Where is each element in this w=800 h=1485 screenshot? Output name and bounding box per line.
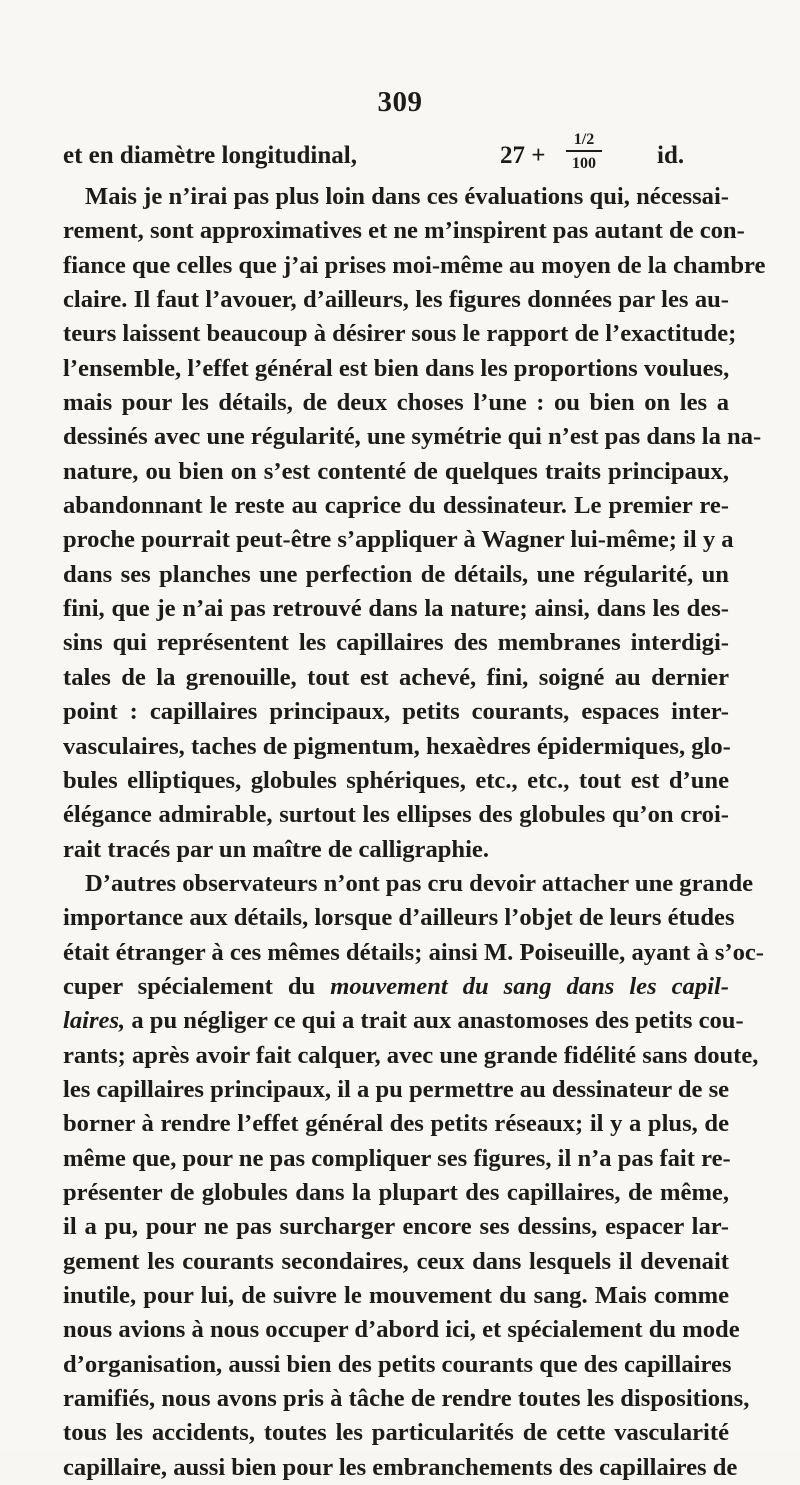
text-line	[63, 317, 737, 351]
text-line-content: présenter de globules dans la plupart des capillaires, de même,	[63, 1178, 729, 1206]
text-line-content: même que, pour ne pas compliquer ses figures, il n’a pas fait re-	[63, 1144, 731, 1172]
text-line	[63, 1210, 729, 1244]
measurement-id: id.	[657, 142, 685, 169]
text-line	[63, 1142, 729, 1176]
text-line	[63, 1279, 729, 1313]
text-line-content: élégance admirable, surtout les ellipses des globules qu’on croi-	[63, 801, 729, 829]
text-line-content: capillaire, aussi bien pour les embranchements des capillaires de	[63, 1453, 738, 1481]
text-line	[63, 523, 734, 557]
text-line-content: sins qui représentent les capillaires des membranes interdigi-	[63, 629, 729, 657]
text-line-content: a pu négliger ce qui a trait aux anastomoses des petits cou-	[125, 1007, 744, 1035]
text-line-content: tales de la grenouille, tout est achevé, fini, soigné au dernier	[63, 663, 729, 691]
text-line	[63, 833, 729, 867]
text-line	[63, 1176, 729, 1210]
text-line	[63, 489, 729, 523]
text-line-content: gement les courants secondaires, ceux dans lesquels il devenait	[63, 1247, 729, 1275]
text-line	[63, 558, 729, 592]
text-line-content: Mais je n’irai pas plus loin dans ces évaluations qui, nécessai-	[85, 183, 729, 210]
text-line	[63, 1107, 729, 1141]
text-line-content: les capillaires principaux, il a pu permettre au dessinateur de se	[63, 1075, 730, 1103]
text-line	[63, 1004, 744, 1038]
body-text	[63, 180, 766, 1485]
text-line-content: rants; après avoir fait calquer, avec une grande fidélité sans doute,	[63, 1041, 759, 1069]
text-line	[63, 180, 729, 214]
text-line	[63, 798, 729, 832]
text-line	[63, 1245, 729, 1279]
text-line-content: ramifiés, nous avons pris à tâche de rendre toutes les dispositions,	[63, 1385, 750, 1413]
text-line	[63, 455, 729, 489]
text-line-content: inutile, pour lui, de suivre le mouvement du sang. Mais comme	[63, 1282, 729, 1309]
measurement-formula	[500, 132, 650, 180]
measurement-label: et en diamètre longitudinal,	[63, 142, 357, 169]
italic-title: laires,	[63, 1007, 126, 1035]
text-line-content: cuper spécialement du	[63, 972, 331, 1000]
text-line-content: teurs laissent beaucoup à désirer sous le rapport de l’exactitude;	[63, 320, 737, 348]
fraction-numerator: 1/2	[573, 131, 595, 148]
text-line	[63, 970, 729, 1004]
text-line	[63, 936, 764, 970]
text-line	[63, 1073, 729, 1107]
text-line-content: abandonnant le reste au caprice du dessinateur. Le premier re-	[63, 492, 729, 520]
text-line-content: nous avions à nous occuper d’abord ici, et spécialement du mode	[63, 1316, 740, 1344]
page-number: 309	[377, 86, 423, 118]
text-line	[63, 1348, 732, 1382]
text-line	[63, 867, 754, 901]
text-line-content: borner à rendre l’effet général des petits réseaux; il y a plus, de	[63, 1110, 729, 1138]
text-line	[63, 1451, 738, 1485]
text-line	[63, 661, 729, 695]
italic-title: mouvement du sang dans les capil-	[330, 972, 729, 1000]
text-line-content: D’autres observateurs n’ont pas cru devoir attacher une grande	[85, 869, 754, 897]
text-line-content: vasculaires, taches de pigmentum, hexaèdres épidermiques, glo-	[63, 732, 731, 760]
text-line	[63, 730, 729, 764]
text-line	[63, 695, 729, 729]
text-line-content: rement, sont approximatives et ne m’inspirent pas autant de con-	[63, 217, 745, 245]
text-line	[63, 1382, 750, 1416]
text-line-content: fini, que je n’ai pas retrouvé dans la nature; ainsi, dans les des-	[63, 595, 729, 623]
text-line-content: l’ensemble, l’effet général est bien dans les proportions voulues,	[63, 354, 730, 382]
text-line-content: fiance que celles que j’ai prises moi-même au moyen de la chambre	[63, 251, 766, 279]
measurement-line	[63, 131, 728, 176]
text-line	[63, 592, 729, 626]
text-line-content: d’organisation, aussi bien des petits courants que des capillaires	[63, 1350, 732, 1378]
text-line-content: claire. Il faut l’avouer, d’ailleurs, les figures données par les au-	[63, 286, 729, 314]
text-line	[63, 214, 745, 248]
formula-base: 27 +	[500, 142, 546, 169]
text-line-content: importance aux détails, lorsque d’ailleurs l’objet de leurs études	[63, 904, 735, 932]
text-line-content: dessinés avec une régularité, une symétrie qui n’est pas dans la na-	[63, 423, 762, 451]
fraction-denominator: 100	[572, 154, 596, 172]
text-line	[63, 386, 729, 420]
text-line	[63, 420, 762, 454]
text-line	[63, 352, 729, 386]
text-line-content: il a pu, pour ne pas surcharger encore ses dessins, espacer lar-	[63, 1213, 729, 1241]
text-line-content: tous les accidents, toutes les particularités de cette vascularité	[63, 1419, 729, 1447]
text-line-content: proche pourrait peut-être s’appliquer à Wagner lui-même; il y a	[63, 526, 734, 554]
text-line	[63, 1039, 759, 1073]
text-line	[63, 764, 729, 798]
text-line-content: dans ses planches une perfection de détails, une régularité, un	[63, 560, 729, 588]
text-line-content: bules elliptiques, globules sphériques, etc., etc., tout est d’une	[63, 766, 729, 794]
text-line-content: mais pour les détails, de deux choses l’une : ou bien on les a	[63, 389, 729, 417]
text-line-content: était étranger à ces mêmes détails; ainsi M. Poiseuille, ayant à s’oc-	[63, 938, 764, 966]
text-line	[63, 283, 729, 317]
text-line	[63, 1416, 729, 1450]
formula-fraction	[563, 132, 605, 172]
text-line	[63, 626, 729, 660]
text-line-content: nature, ou bien on s’est contenté de quelques traits principaux,	[63, 457, 729, 485]
text-line	[63, 249, 766, 283]
text-line	[63, 1313, 740, 1347]
text-line-content: rait tracés par un maître de calligraphie.	[63, 835, 489, 863]
text-line-content: point : capillaires principaux, petits courants, espaces inter-	[63, 698, 729, 726]
text-line	[63, 901, 735, 935]
